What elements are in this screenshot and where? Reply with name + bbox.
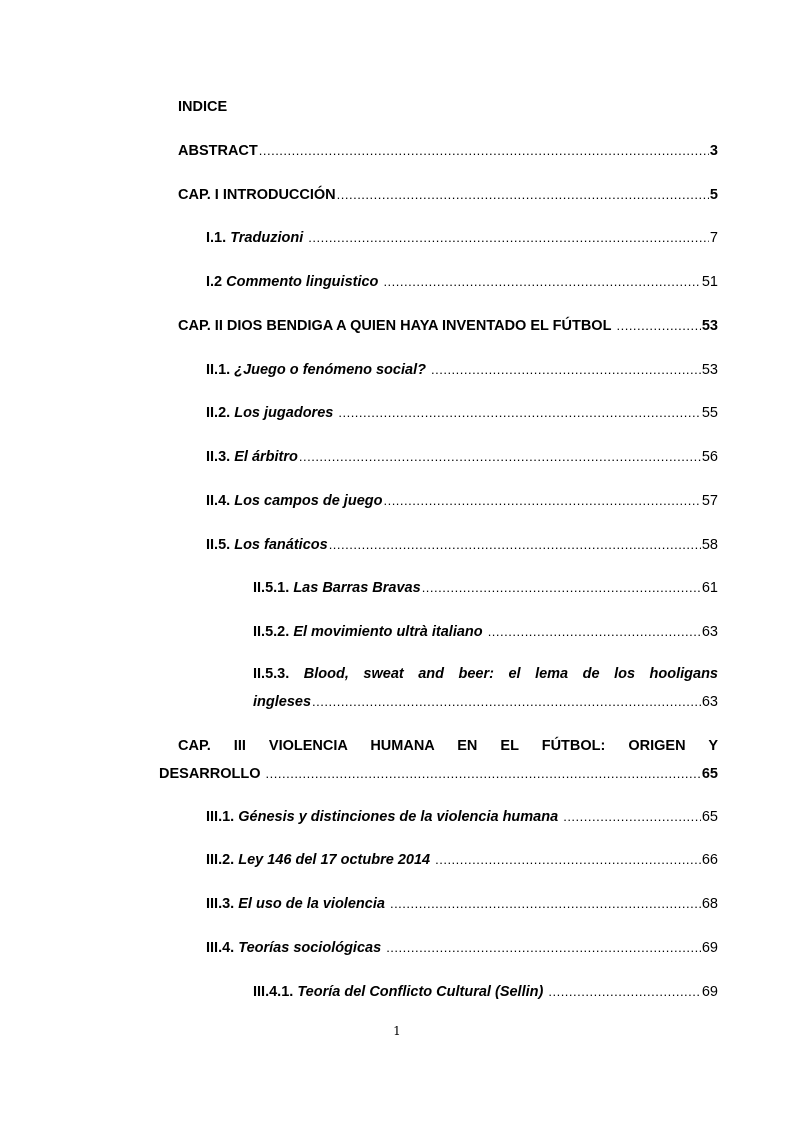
- toc-entry-number: II.2.: [206, 405, 231, 421]
- toc-entry-number: III.2.: [206, 852, 235, 868]
- leader-dots: [329, 535, 701, 555]
- toc-entry-number: III.4.: [206, 940, 235, 956]
- toc-entry-title: El uso de la violencia: [238, 896, 385, 912]
- toc-entry-title: Teorías sociológicas: [238, 940, 382, 956]
- leader-dots: [312, 692, 701, 712]
- toc-entry-1-1[interactable]: [206, 228, 718, 248]
- leader-dots: [431, 360, 701, 380]
- toc-entry-title: Las Barras Bravas: [293, 580, 421, 596]
- toc-page-number: 58: [701, 537, 718, 553]
- leader-dots: [563, 807, 701, 827]
- leader-dots: [488, 622, 701, 642]
- toc-entry-number: II.5.: [206, 537, 231, 553]
- leader-dots: [422, 578, 701, 598]
- page-footer-number: 1: [393, 1024, 401, 1038]
- toc-entry-number: I.1.: [206, 230, 227, 246]
- toc-page-number: 66: [701, 852, 718, 868]
- toc-entry-2-5-1[interactable]: [253, 578, 718, 598]
- toc-entry-line: [253, 692, 718, 712]
- leader-dots: [338, 403, 701, 423]
- toc-entry-label: ABSTRACT: [178, 143, 258, 159]
- toc-page-number: 53: [701, 318, 718, 334]
- toc-page-number: 5: [709, 187, 718, 203]
- toc-entry-2-3[interactable]: [206, 447, 718, 467]
- toc-page-number: 63: [701, 624, 718, 640]
- toc-entry-2-2[interactable]: [206, 403, 718, 423]
- leader-dots: [383, 491, 700, 511]
- leader-dots: [266, 764, 701, 784]
- toc-entry-title: Ley 146 del 17 octubre 2014: [238, 852, 431, 868]
- leader-dots: [435, 850, 701, 870]
- toc-entry-number: III.4.1.: [253, 984, 294, 1000]
- toc-entry-title: El movimiento ultrà italiano: [293, 624, 483, 640]
- toc-entry-number: III.1.: [206, 809, 235, 825]
- toc-page-number: 61: [701, 580, 718, 596]
- toc-entry-title: ¿Juego o fenómeno social?: [234, 362, 426, 378]
- toc-page-number: 65: [701, 766, 718, 782]
- toc-entry-label: CAP. III VIOLENCIA HUMANA EN EL FÚTBOL: ORIGEN Y: [178, 738, 718, 754]
- leader-dots: [259, 141, 709, 161]
- toc-page-number: 68: [701, 896, 718, 912]
- toc-entry-number: II.4.: [206, 493, 231, 509]
- toc-entry-number: III.3.: [206, 896, 235, 912]
- toc-entry-cap-3-cont[interactable]: [159, 764, 718, 784]
- toc-entry-2-4[interactable]: [206, 491, 718, 511]
- toc-entry-label: CAP. I INTRODUCCIÓN: [178, 187, 336, 203]
- toc-entry-number: I.2: [206, 274, 223, 290]
- toc-entry-number: II.5.2.: [253, 624, 290, 640]
- toc-entry-title: Los fanáticos: [234, 537, 328, 553]
- toc-page-number: 56: [701, 449, 718, 465]
- toc-page-number: 63: [701, 694, 718, 710]
- leader-dots: [390, 894, 701, 914]
- toc-entry-number: II.5.3.: [253, 666, 290, 682]
- toc-entry-3-3[interactable]: [206, 894, 718, 914]
- toc-entry-number: II.1.: [206, 362, 231, 378]
- toc-entry-cap-2[interactable]: [178, 316, 718, 336]
- toc-page-number: 55: [701, 405, 718, 421]
- toc-entry-2-1[interactable]: [206, 360, 718, 380]
- toc-entry-title: Commento linguistico: [226, 274, 379, 290]
- toc-entry-title: Traduzioni: [230, 230, 304, 246]
- toc-entry-2-5[interactable]: [206, 535, 718, 555]
- leader-dots: [308, 228, 709, 248]
- toc-page-number: 57: [701, 493, 718, 509]
- toc-entry-title: El árbitro: [234, 449, 298, 465]
- leader-dots: [386, 938, 701, 958]
- toc-entry-2-5-2[interactable]: [253, 622, 718, 642]
- toc-entry-3-4-1[interactable]: [253, 982, 718, 1002]
- toc-entry-title: Los campos de juego: [234, 493, 383, 509]
- toc-entry-title-cont: ingleses: [253, 694, 312, 710]
- toc-entry-line: [253, 664, 718, 684]
- toc-page-number: 69: [701, 984, 718, 1000]
- toc-entry-title: Blood, sweat and beer: el lema de los hooligans: [303, 666, 718, 682]
- toc-entry-number: II.3.: [206, 449, 231, 465]
- toc-entry-label: CAP. II DIOS BENDIGA A QUIEN HAYA INVENTADO EL FÚTBOL: [178, 318, 612, 334]
- toc-page-number: 7: [709, 230, 718, 246]
- toc-entry-2-5-3[interactable]: [253, 664, 718, 712]
- leader-dots: [299, 447, 701, 467]
- index-heading: INDICE: [178, 99, 228, 115]
- toc-entry-number: II.5.1.: [253, 580, 290, 596]
- toc-page-number: 65: [701, 809, 718, 825]
- leader-dots: [337, 185, 709, 205]
- toc-entry-3-4[interactable]: [206, 938, 718, 958]
- toc-page-number: 53: [701, 362, 718, 378]
- toc-page-number: 69: [701, 940, 718, 956]
- toc-entry-label-cont: DESARROLLO: [159, 766, 261, 782]
- toc-entry-title: Los jugadores: [234, 405, 334, 421]
- toc-entry-title: Teoría del Conflicto Cultural (Sellin): [297, 984, 544, 1000]
- leader-dots: [616, 316, 700, 336]
- toc-page-number: 51: [701, 274, 718, 290]
- toc-page-number: 3: [709, 143, 718, 159]
- toc-entry-1-2[interactable]: [206, 272, 718, 292]
- toc-entry-cap-3[interactable]: [178, 736, 718, 756]
- leader-dots: [548, 982, 701, 1002]
- toc-entry-title: Génesis y distinciones de la violencia humana: [238, 809, 559, 825]
- toc-entry-abstract[interactable]: [178, 141, 718, 161]
- leader-dots: [383, 272, 700, 292]
- toc-entry-3-1[interactable]: [206, 807, 718, 827]
- toc-entry-3-2[interactable]: [206, 850, 718, 870]
- toc-entry-cap-1[interactable]: [178, 185, 718, 205]
